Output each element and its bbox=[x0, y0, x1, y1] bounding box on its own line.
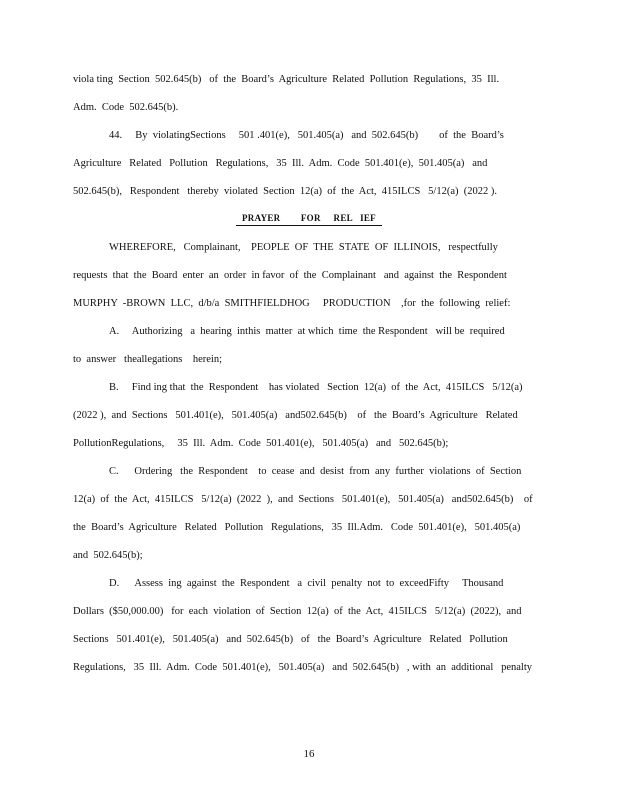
line-text: 12(a) of the Act, 415ILCS 5/12(a) (2022 ), and Sections 501.401(e), 501.405(a) and502.645(b) of bbox=[73, 494, 533, 505]
line-text: A. Authorizing a hearing inthis matter at which time the Respondent will be required bbox=[109, 326, 505, 337]
body-line bbox=[73, 437, 540, 451]
paragraph-44-line bbox=[109, 129, 540, 143]
body-line bbox=[73, 493, 540, 507]
body-line bbox=[73, 101, 540, 115]
line-text: Dollars ($50,000.00) for each violation of Section 12(a) of the Act, 415ILCS 5/12(a) (2022), and bbox=[73, 606, 522, 617]
line-text: Regulations, 35 Ill. Adm. Code 501.401(e), 501.405(a) and 502.645(b) , with an additional penalty bbox=[73, 662, 533, 673]
body-line bbox=[73, 605, 540, 619]
body-line bbox=[73, 409, 540, 423]
line-text: C. Ordering the Respondent to cease and desist from any further violations of Section bbox=[109, 466, 522, 477]
line-text: viola ting Section 502.645(b) of the Board’s Agriculture Related Pollution Regulations, 35 Ill. bbox=[73, 74, 500, 85]
section-heading bbox=[0, 212, 618, 226]
wherefore-line bbox=[109, 241, 540, 255]
line-text: requests that the Board enter an order in favor of the Complainant and against the Respondent bbox=[73, 270, 507, 281]
line-text: WHEREFORE, Complainant, PEOPLE OF THE STATE OF ILLINOIS, respectfully bbox=[109, 242, 498, 253]
line-text: and 502.645(b); bbox=[73, 550, 143, 561]
line-text: to answer theallegations herein; bbox=[73, 354, 222, 365]
line-text: Agriculture Related Pollution Regulations, 35 Ill. Adm. Code 501.401(e), 501.405(a) and bbox=[73, 158, 488, 169]
line-text: MURPHY -BROWN LLC, d/b/a SMITHFIELDHOG PRODUCTION ,for the following relief: bbox=[73, 298, 511, 309]
line-text: 44. By violatingSections 501 .401(e), 501.405(a) and 502.645(b) of the Board’s bbox=[109, 130, 504, 141]
relief-item-b bbox=[109, 381, 540, 395]
line-text: the Board’s Agriculture Related Pollution Regulations, 35 Ill.Adm. Code 501.401(e), 501.405(a) bbox=[73, 522, 521, 533]
line-text: Adm. Code 502.645(b). bbox=[73, 102, 179, 113]
body-line bbox=[73, 269, 540, 283]
body-line bbox=[73, 185, 540, 199]
body-line bbox=[73, 353, 540, 367]
body-line bbox=[73, 73, 540, 87]
line-text: Sections 501.401(e), 501.405(a) and 502.645(b) of the Board’s Agriculture Related Pollution bbox=[73, 634, 508, 645]
body-line bbox=[73, 549, 540, 563]
line-text: B. Find ing that the Respondent has violated Section 12(a) of the Act, 415ILCS 5/12(a) bbox=[109, 382, 523, 393]
body-line bbox=[73, 297, 540, 311]
page-number: 16 bbox=[303, 748, 315, 760]
body-line bbox=[73, 521, 540, 535]
line-text: (2022 ), and Sections 501.401(e), 501.405(a) and502.645(b) of the Board’s Agriculture Related bbox=[73, 410, 518, 421]
line-text: PollutionRegulations, 35 Ill. Adm. Code 501.401(e), 501.405(a) and 502.645(b); bbox=[73, 438, 449, 449]
relief-item-c bbox=[109, 465, 540, 479]
relief-item-a bbox=[109, 325, 540, 339]
line-text: 502.645(b), Respondent thereby violated Section 12(a) of the Act, 415ILCS 5/12(a) (2022 ). bbox=[73, 186, 497, 197]
body-line bbox=[73, 661, 540, 675]
line-text: D. Assess ing against the Respondent a civil penalty not to exceedFifty Thousand bbox=[109, 578, 504, 589]
relief-item-d bbox=[109, 577, 540, 591]
body-line bbox=[73, 157, 540, 171]
heading-text: PRAYER FOR REL IEF bbox=[236, 212, 382, 226]
body-line bbox=[73, 633, 540, 647]
